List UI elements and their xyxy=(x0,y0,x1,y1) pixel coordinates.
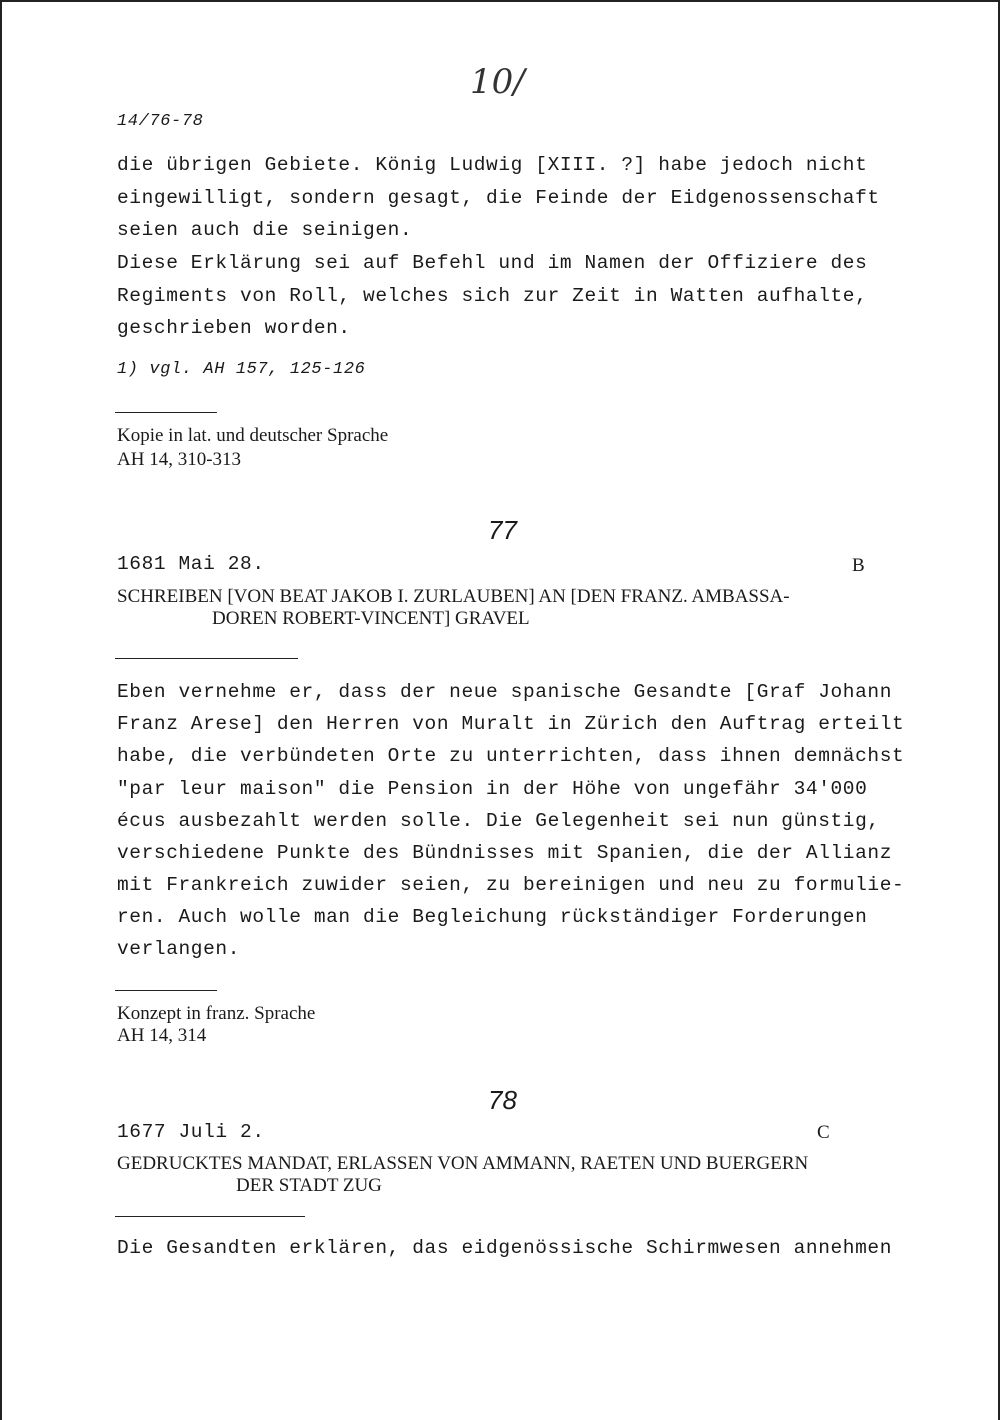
document-letter: C xyxy=(817,1122,830,1143)
footnote: 1) vgl. AH 157, 125-126 xyxy=(117,360,366,379)
text-line: die übrigen Gebiete. König Ludwig [XIII. ?] habe jedoch nicht xyxy=(117,154,868,176)
text-line: Eben vernehme er, dass der neue spanische Gesandte [Graf Johann xyxy=(117,681,893,703)
text-line: Franz Arese] den Herren von Muralt in Zürich den Auftrag erteilt xyxy=(117,713,905,735)
document-title: SCHREIBEN [VON BEAT JAKOB I. ZURLAUBEN] AN [DEN FRANZ. AMBASSA- xyxy=(117,586,790,607)
page-reference: 14/76-78 xyxy=(117,112,204,131)
text-line: geschrieben worden. xyxy=(117,317,351,339)
document-date: 1681 Mai 28. xyxy=(117,553,265,575)
source-note: AH 14, 310-313 xyxy=(117,449,242,470)
text-line: Diese Erklärung sei auf Befehl und im Namen der Offiziere des xyxy=(117,252,868,274)
document-date: 1677 Juli 2. xyxy=(117,1121,265,1143)
text-line: verschiedene Punkte des Bündnisses mit Spanien, die der Allianz xyxy=(117,842,893,864)
folio-mark: 10/ xyxy=(470,62,525,102)
text-line: écus ausbezahlt werden solle. Die Gelegenheit sei nun günstig, xyxy=(117,810,880,832)
source-note: Kopie in lat. und deutscher Sprache xyxy=(117,425,389,446)
page-border-top xyxy=(0,0,1000,2)
divider xyxy=(115,412,217,413)
divider xyxy=(115,658,298,659)
document-number: 77 xyxy=(488,515,517,545)
document-title: DOREN ROBERT-VINCENT] GRAVEL xyxy=(212,608,530,629)
text-line: habe, die verbündeten Orte zu unterrichten, dass ihnen demnächst xyxy=(117,745,905,767)
text-line: Regiments von Roll, welches sich zur Zeit in Watten aufhalte, xyxy=(117,285,868,307)
divider xyxy=(115,1216,305,1217)
page-border-left xyxy=(0,0,2,1420)
text-line: verlangen. xyxy=(117,938,241,960)
text-line: "par leur maison" die Pension in der Höhe von ungefähr 34'000 xyxy=(117,778,868,800)
text-line: eingewilligt, sondern gesagt, die Feinde der Eidgenossenschaft xyxy=(117,187,880,209)
divider xyxy=(115,990,217,991)
document-title: DER STADT ZUG xyxy=(236,1175,382,1196)
source-note: AH 14, 314 xyxy=(117,1025,207,1046)
text-line: Die Gesandten erklären, das eidgenössische Schirmwesen annehmen xyxy=(117,1237,893,1259)
source-note: Konzept in franz. Sprache xyxy=(117,1003,316,1024)
text-line: ren. Auch wolle man die Begleichung rückständiger Forderungen xyxy=(117,906,868,928)
text-line: mit Frankreich zuwider seien, zu bereinigen und neu zu formulie- xyxy=(117,874,905,896)
text-line: seien auch die seinigen. xyxy=(117,219,413,241)
document-title: GEDRUCKTES MANDAT, ERLASSEN VON AMMANN, RAETEN UND BUERGERN xyxy=(117,1153,809,1174)
document-number: 78 xyxy=(488,1085,517,1115)
document-letter: B xyxy=(852,555,865,576)
